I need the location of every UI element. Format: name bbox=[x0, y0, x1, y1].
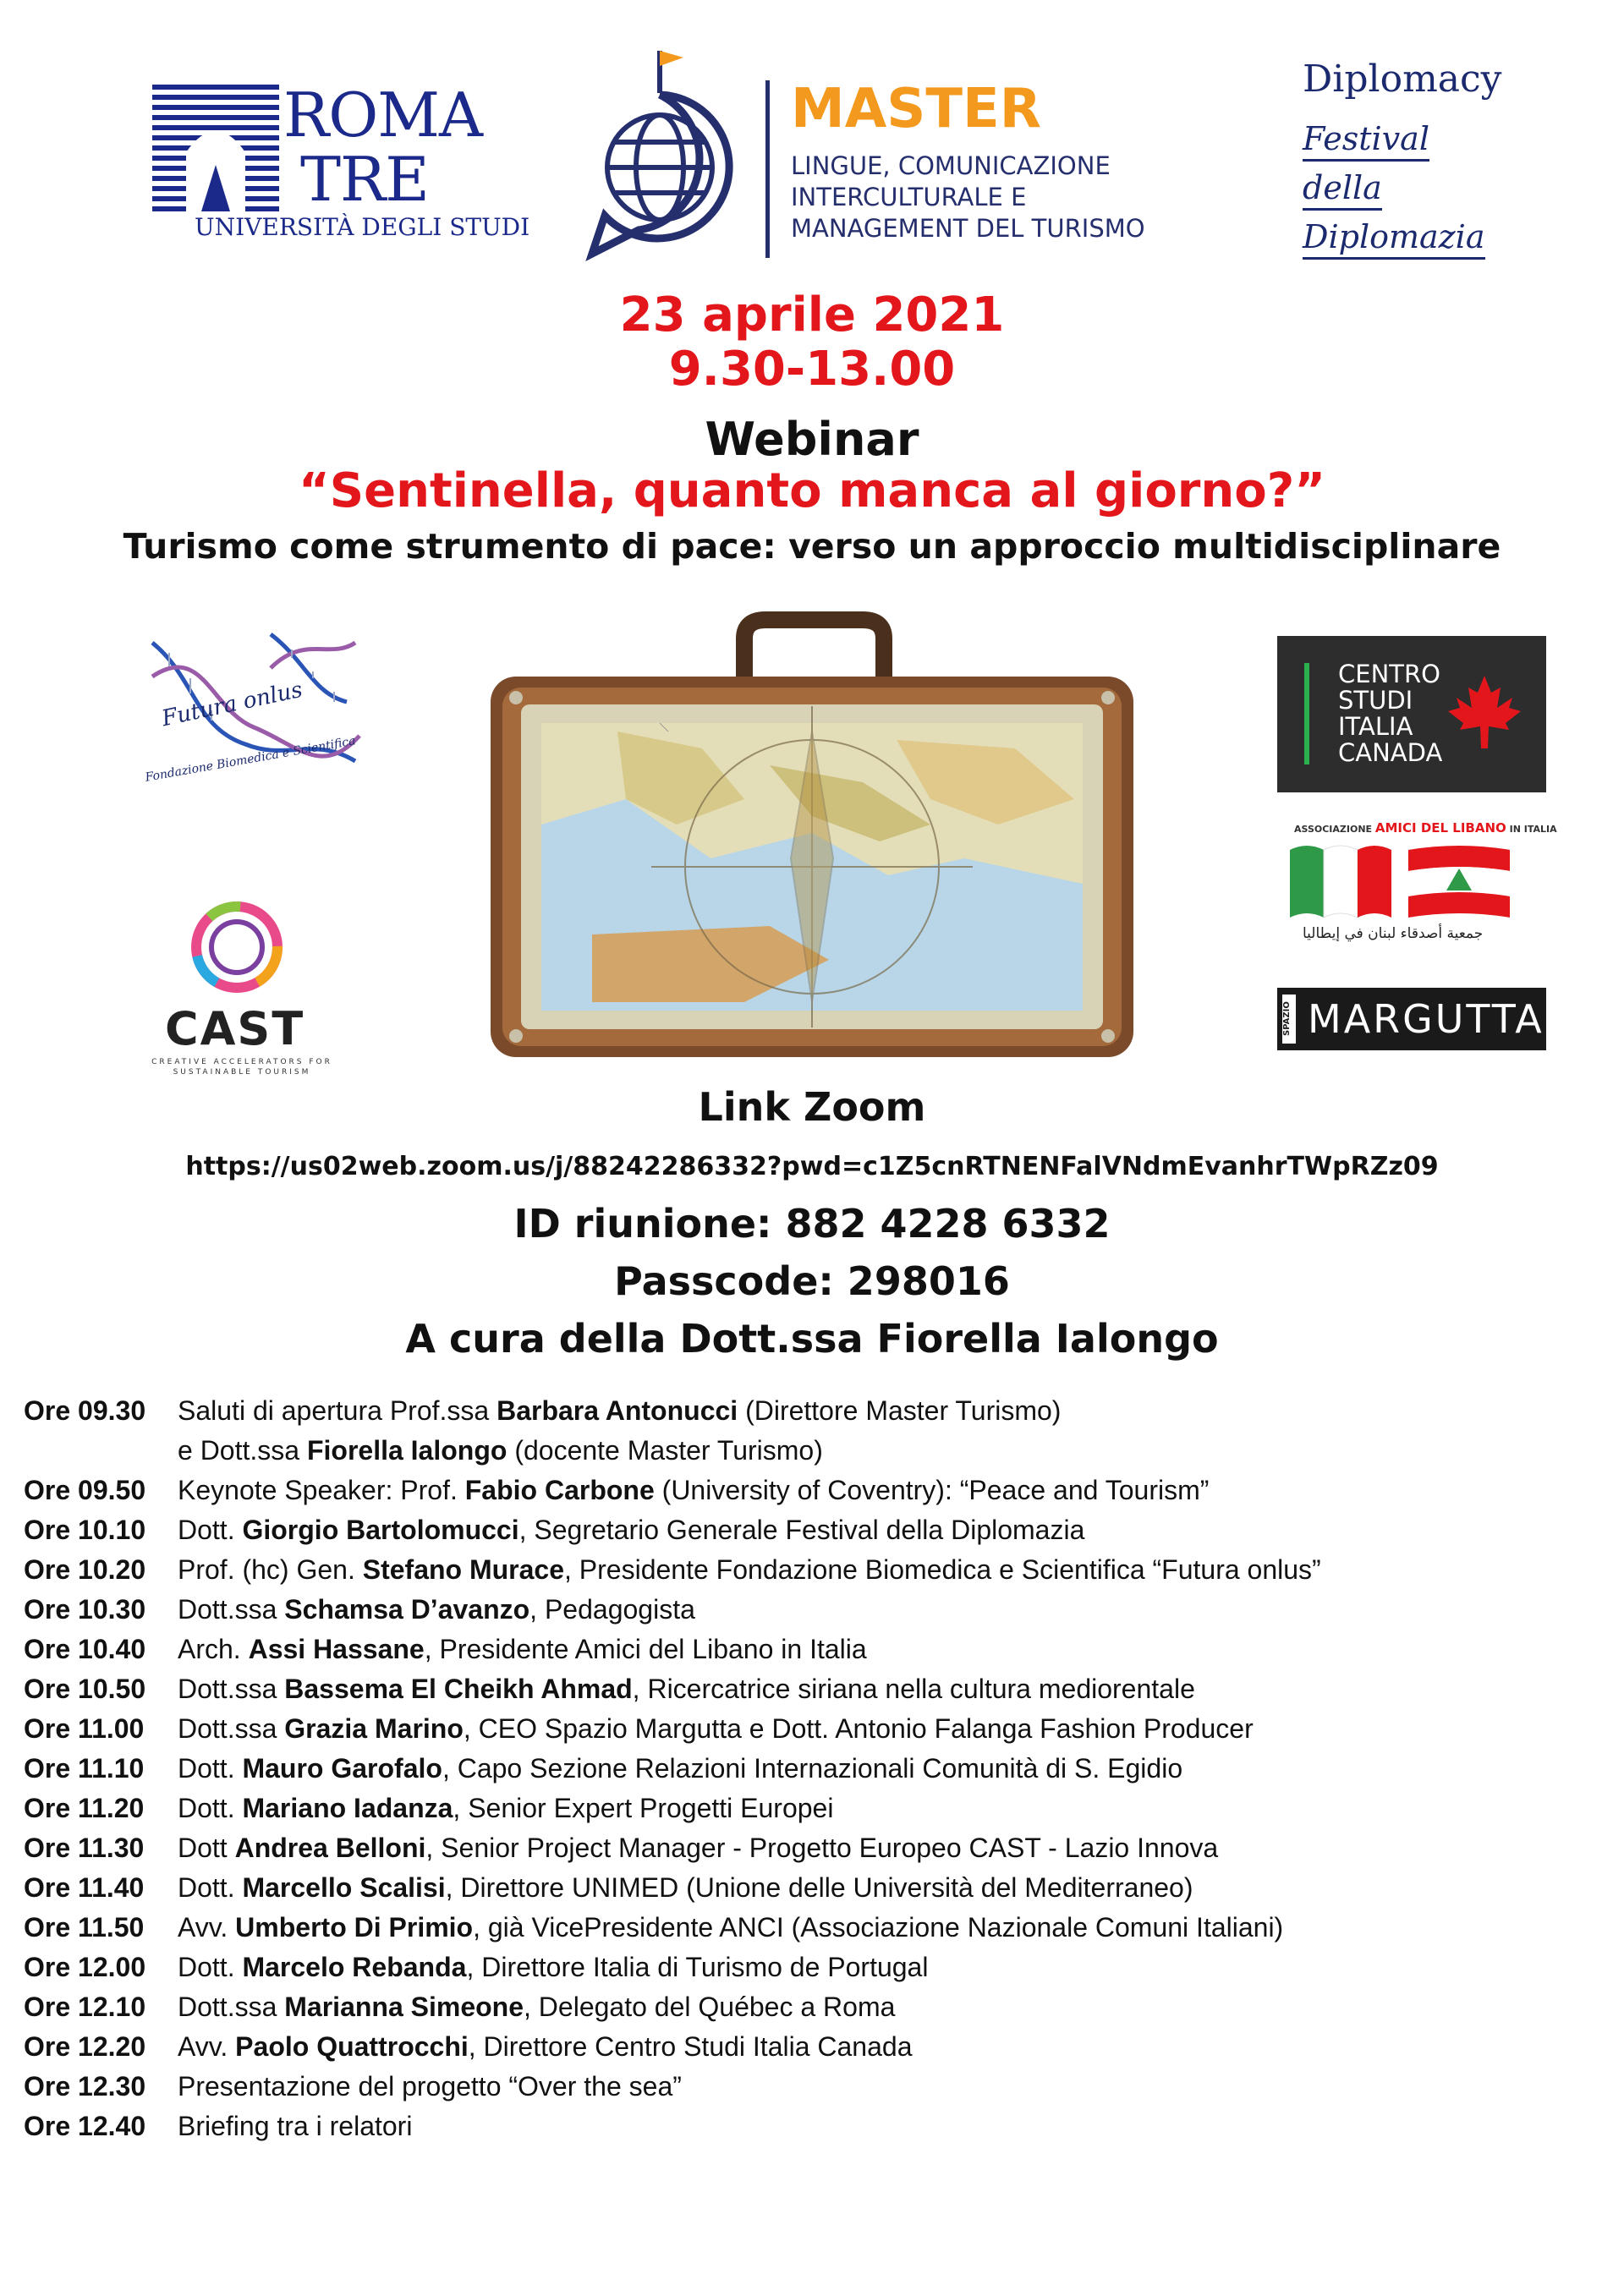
schedule-time: Ore 12.10 bbox=[24, 1992, 146, 2022]
schedule-text: Dott. Giorgio Bartolomucci, Segretario Generale Festival della Diplomazia bbox=[178, 1515, 1085, 1545]
event-subtitle: Turismo come strumento di pace: verso un approccio multidisciplinare bbox=[123, 526, 1501, 567]
schedule-time: Ore 11.30 bbox=[24, 1833, 145, 1863]
centro-studi-line: CENTRO bbox=[1338, 660, 1440, 688]
schedule-row bbox=[24, 1868, 1614, 1908]
roma-tre-emblem-icon bbox=[152, 85, 279, 211]
globe-chat-icon bbox=[558, 42, 770, 262]
master-divider bbox=[765, 80, 770, 258]
schedule-row bbox=[24, 1669, 1614, 1709]
centro-studi-italia-canada-logo bbox=[1277, 636, 1546, 792]
spazio-label: SPAZIO bbox=[1282, 995, 1296, 1044]
futura-name: Futura onlus bbox=[159, 677, 305, 732]
schedule-text: e Dott.ssa Fiorella Ialongo (docente Master Turismo) bbox=[178, 1435, 823, 1466]
schedule-text: Avv. Paolo Quattrocchi, Direttore Centro Studi Italia Canada bbox=[178, 2031, 913, 2062]
event-title: “Sentinella, quanto manca al giorno?” bbox=[298, 463, 1326, 518]
centro-studi-line: STUDI bbox=[1338, 686, 1413, 715]
maple-leaf-icon bbox=[1446, 674, 1522, 750]
centro-studi-text bbox=[1338, 661, 1442, 766]
diplomacy-title: Diplomacy bbox=[1303, 58, 1502, 101]
schedule-row bbox=[24, 1749, 1614, 1789]
zoom-link[interactable]: https://us02web.zoom.us/j/88242286332?pwd=c1Z5cnRTNENFalVNdmEvanhrTWpRZz09 bbox=[185, 1152, 1439, 1181]
schedule-time: Ore 12.40 bbox=[24, 2111, 146, 2141]
italy-lebanon-flags-icon bbox=[1290, 841, 1510, 922]
schedule-row bbox=[24, 1431, 1614, 1471]
diplomacy-line: Diplomazia bbox=[1303, 218, 1485, 260]
roma-tre-subtitle: UNIVERSITÀ DEGLI STUDI bbox=[195, 213, 530, 241]
master-subtitle-line: LINGUE, COMUNICAZIONE bbox=[791, 151, 1111, 180]
event-type: Webinar bbox=[705, 413, 919, 466]
suitcase-map-illustration bbox=[491, 605, 1133, 1061]
diplomacy-line: Festival bbox=[1303, 120, 1429, 162]
italy-green-bar bbox=[1304, 663, 1309, 764]
amici-suffix: IN ITALIA bbox=[1509, 824, 1557, 835]
futura-subtitle: Fondazione Biomedica e Scientifica bbox=[144, 734, 357, 785]
master-subtitle bbox=[791, 151, 1231, 244]
schedule-time: Ore 11.50 bbox=[24, 1912, 145, 1943]
curator: A cura della Dott.ssa Fiorella Ialongo bbox=[405, 1316, 1219, 1362]
schedule-row bbox=[24, 1948, 1614, 1987]
schedule-text: Presentazione del progetto “Over the sea” bbox=[178, 2071, 682, 2101]
schedule-text: Dott. Marcello Scalisi, Direttore UNIMED (Unione delle Università del Mediterraneo) bbox=[178, 1872, 1193, 1903]
schedule-time: Ore 12.00 bbox=[24, 1952, 146, 1982]
schedule-row bbox=[24, 1709, 1614, 1749]
schedule-text: Dott. Mauro Garofalo, Capo Sezione Relazioni Internazionali Comunità di S. Egidio bbox=[178, 1753, 1183, 1784]
schedule-row bbox=[24, 1471, 1614, 1510]
cast-subtitle: CREATIVE ACCELERATORS FOR SUSTAINABLE TOURISM bbox=[151, 1058, 332, 1077]
schedule-text: Dott. Mariano Iadanza, Senior Expert Progetti Europei bbox=[178, 1793, 834, 1823]
schedule-time: Ore 12.30 bbox=[24, 2071, 146, 2101]
amici-name: AMICI DEL LIBANO bbox=[1374, 820, 1506, 836]
master-subtitle-line: MANAGEMENT DEL TURISMO bbox=[791, 214, 1145, 243]
roma-text: ROMA bbox=[283, 79, 482, 151]
schedule-time: Ore 12.20 bbox=[24, 2031, 146, 2062]
event-date: 23 aprile 2021 bbox=[619, 288, 1005, 342]
schedule-text: Saluti di apertura Prof.ssa Barbara Antonucci (Direttore Master Turismo) bbox=[178, 1395, 1062, 1426]
schedule-list bbox=[24, 1391, 1614, 2146]
schedule-row bbox=[24, 1391, 1614, 1431]
amici-libano-title bbox=[1294, 820, 1557, 836]
schedule-row bbox=[24, 1789, 1614, 1828]
amici-prefix: ASSOCIAZIONE bbox=[1294, 824, 1373, 835]
schedule-row bbox=[24, 1908, 1614, 1948]
schedule-text: Dott.ssa Bassema El Cheikh Ahmad, Ricercatrice siriana nella cultura mediorentale bbox=[178, 1674, 1195, 1704]
schedule-text: Briefing tra i relatori bbox=[178, 2111, 413, 2141]
schedule-row bbox=[24, 1828, 1614, 1868]
schedule-text: Dott.ssa Grazia Marino, CEO Spazio Margutta e Dott. Antonio Falanga Fashion Producer bbox=[178, 1713, 1254, 1744]
centro-studi-line: ITALIA bbox=[1338, 712, 1413, 741]
schedule-text: Prof. (hc) Gen. Stefano Murace, Presidente Fondazione Biomedica e Scientifica “Futura onlus” bbox=[178, 1554, 1321, 1585]
amici-libano-arabic: جمعية أصدقاء لبنان في إيطاليا bbox=[1303, 925, 1484, 942]
schedule-text: Keynote Speaker: Prof. Fabio Carbone (University of Coventry): “Peace and Tourism” bbox=[178, 1475, 1210, 1505]
schedule-time: Ore 11.00 bbox=[24, 1713, 145, 1744]
schedule-time: Ore 11.40 bbox=[24, 1872, 145, 1903]
schedule-row bbox=[24, 1590, 1614, 1630]
event-time: 9.30-13.00 bbox=[668, 342, 956, 397]
schedule-row bbox=[24, 1550, 1614, 1590]
schedule-row bbox=[24, 1987, 1614, 2027]
schedule-time: Ore 09.30 bbox=[24, 1395, 146, 1426]
master-title: MASTER bbox=[791, 78, 1041, 140]
schedule-text: Dott.ssa Schamsa D’avanzo, Pedagogista bbox=[178, 1594, 695, 1625]
tre-text: TRE bbox=[300, 144, 429, 215]
schedule-time: Ore 11.10 bbox=[24, 1753, 145, 1784]
schedule-row bbox=[24, 1510, 1614, 1550]
schedule-time: Ore 10.40 bbox=[24, 1634, 146, 1664]
zoom-heading: Link Zoom bbox=[698, 1084, 926, 1130]
schedule-time: Ore 10.30 bbox=[24, 1594, 146, 1625]
margutta-name: MARGUTTA bbox=[1308, 996, 1544, 1042]
schedule-time: Ore 09.50 bbox=[24, 1475, 146, 1505]
diplomacy-line: della bbox=[1303, 169, 1382, 211]
schedule-row bbox=[24, 2107, 1614, 2146]
futura-logo bbox=[144, 626, 372, 795]
spazio-margutta-logo bbox=[1277, 988, 1546, 1050]
centro-studi-line: CANADA bbox=[1338, 738, 1443, 767]
schedule-text: Avv. Umberto Di Primio, già VicePresidente ANCI (Associazione Nazionale Comuni Italiani) bbox=[178, 1912, 1284, 1943]
schedule-time: Ore 11.20 bbox=[24, 1793, 145, 1823]
schedule-row bbox=[24, 2027, 1614, 2067]
schedule-time: Ore 10.20 bbox=[24, 1554, 146, 1585]
schedule-time: Ore 10.50 bbox=[24, 1674, 146, 1704]
master-subtitle-line: INTERCULTURALE E bbox=[791, 183, 1027, 211]
schedule-text: Dott.ssa Marianna Simeone, Delegato del Québec a Roma bbox=[178, 1992, 896, 2022]
meeting-id: ID riunione: 882 4228 6332 bbox=[513, 1201, 1111, 1247]
schedule-row bbox=[24, 1630, 1614, 1669]
schedule-text: Dott. Marcelo Rebanda, Direttore Italia di Turismo de Portugal bbox=[178, 1952, 929, 1982]
schedule-text: Arch. Assi Hassane, Presidente Amici del Libano in Italia bbox=[178, 1634, 867, 1664]
passcode: Passcode: 298016 bbox=[614, 1258, 1010, 1304]
roma-tre-logo bbox=[152, 79, 530, 254]
cast-name: CAST bbox=[165, 1002, 305, 1055]
schedule-time: Ore 10.10 bbox=[24, 1515, 146, 1545]
schedule-row bbox=[24, 2067, 1614, 2107]
cast-ring-icon bbox=[182, 896, 292, 998]
schedule-text: Dott Andrea Belloni, Senior Project Manager - Progetto Europeo CAST - Lazio Innova bbox=[178, 1833, 1219, 1863]
